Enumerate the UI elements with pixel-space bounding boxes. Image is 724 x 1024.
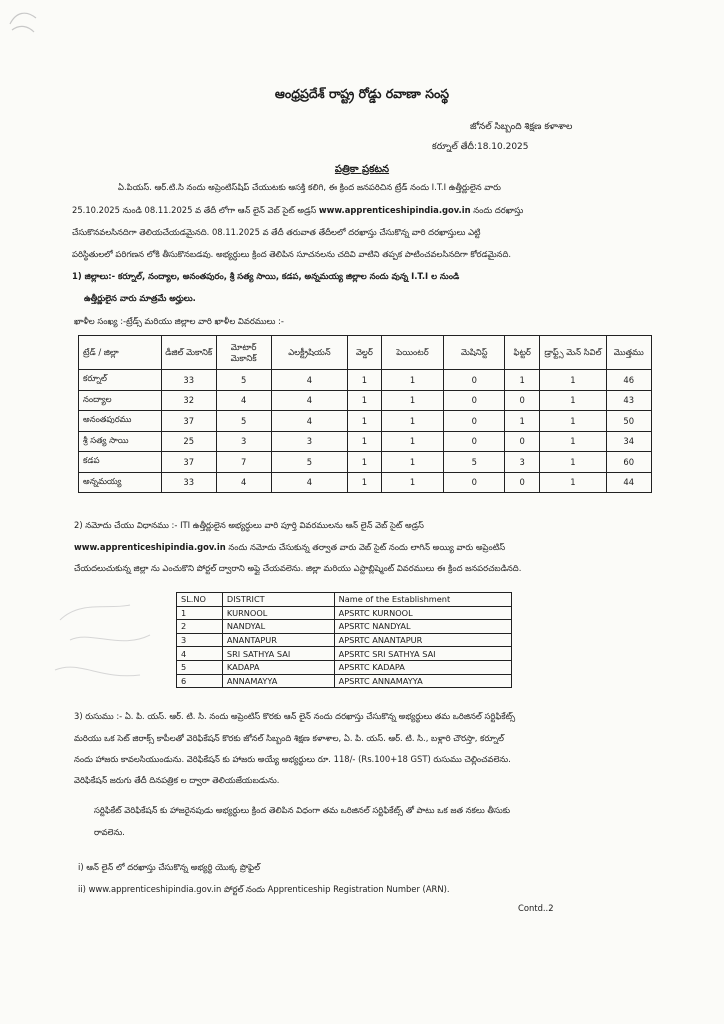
point2-line-2: www.apprenticeshipindia.gov.in నందు నమోదు చేసుకున్న తర్వాత వారు వెబ్ సైట్ నందు లాగిన్ అయ్యి వారు అప్రెంటిస్‌ (74, 542, 506, 552)
value-cell: 5 (216, 370, 271, 391)
value-cell: 1 (381, 452, 444, 473)
district-cell: అనంతపురము (79, 411, 162, 432)
table-row (79, 411, 652, 432)
apprenticeship-url: www.apprenticeshipindia.gov.in (74, 542, 226, 552)
value-cell: 1 (381, 411, 444, 432)
value-cell: 37 (161, 411, 216, 432)
notice-title: పత్రికా ప్రకటన (334, 164, 390, 175)
header-motor-mechanic: మోటార్ మెకానిక్ (216, 336, 271, 370)
establishment-cell: APSRTC KADAPA (334, 660, 511, 674)
value-cell: 0 (505, 431, 540, 452)
cert-note-line-1: సర్టిఫికేట్ వెరిఫికేషన్ కు హాజరైనపుడు అభ్యర్ధులు క్రింద తెలిపిన విధంగా తమ ఒరిజినల్ సర్టిఫికేట్స్ తో పాటు ఒక జత నకలు తీసుకు (94, 805, 510, 815)
table-row (79, 370, 652, 391)
district-cell: ANNAMAYYA (222, 674, 334, 688)
slno-cell: 4 (177, 647, 223, 661)
value-cell: 1 (540, 370, 606, 391)
slno-cell: 1 (177, 606, 223, 620)
value-cell: 1 (381, 370, 444, 391)
value-cell: 4 (216, 472, 271, 493)
value-cell: 1 (540, 390, 606, 411)
table-row (79, 390, 652, 411)
value-cell: 32 (161, 390, 216, 411)
establishment-cell: APSRTC KURNOOL (334, 606, 511, 620)
corner-stamp-mark (6, 6, 40, 36)
value-cell: 1 (540, 431, 606, 452)
office-name: జోనల్ సిబ్బంది శిక్షణ కళాశాల (470, 122, 573, 132)
header-electrician: ఎలక్ట్రీషియన్ (271, 336, 348, 370)
district-cell: కడప (79, 452, 162, 473)
value-cell: 0 (505, 472, 540, 493)
value-cell: 5 (216, 411, 271, 432)
value-cell: 0 (444, 390, 505, 411)
value-cell: 33 (161, 370, 216, 391)
establishment-cell: APSRTC SRI SATHYA SAI (334, 647, 511, 661)
value-cell: 4 (271, 472, 348, 493)
table-row (79, 472, 652, 493)
establishment-cell: APSRTC NANDYAL (334, 620, 511, 634)
intro-line-1: ఏ.పియస్. ఆర్.టి.సి నందు అప్రెంటిస్‌షిప్ చేయుటకు ఆసక్తి కలిగి, ఈ క్రింద జనపరిచిన ట్రేడ్ నందు I.T.I ఉత్తీర్ణులైన వారు (118, 182, 501, 192)
table-header-row (177, 593, 512, 607)
header-trade-district: ట్రేడ్ / జిల్లా (79, 336, 162, 370)
value-cell: 1 (348, 411, 381, 432)
vacancy-caption: ఖాళీల సంఖ్య :-ట్రేడ్స్ మరియు జిల్లాల వారి ఖాళీల వివరములు :- (74, 316, 284, 326)
point3-line-2: మరియు ఒక సెట్ జిరాక్స్ కాపీలతో వెరిఫికేషన్ కొరకు జోనల్ సిబ్బంది శిక్షణ కళాశాల, ఏ. పి. యస్. ఆర్. టి. సి., బళ్లారి చౌరస్తా, కర్నూల్ (74, 733, 504, 743)
total-cell: 60 (606, 452, 651, 473)
value-cell: 1 (540, 472, 606, 493)
list-item: i) ఆన్ లైన్ లో దరఖాస్తు చేసుకొన్న అభ్యర్థి యొక్క ప్రొఫైల్ (78, 862, 261, 872)
cert-note-line-2: రావలెను. (94, 827, 125, 837)
value-cell: 0 (444, 370, 505, 391)
point3-line-1: 3) రుసుము :- ఏ. పి. యస్. ఆర్. టి. సి. నందు అప్రెంటిస్ కొరకు ఆన్ లైన్ నందు దరఖాస్తు చేసుకొన్న అభ్యర్థులు తమ ఒరిజినల్ సర్టిఫికేట్స్ (74, 711, 516, 721)
slno-cell: 2 (177, 620, 223, 634)
value-cell: 1 (381, 431, 444, 452)
header-total: మొత్తము (606, 336, 651, 370)
continued-marker: Contd..2 (518, 903, 554, 913)
header-establishment: Name of the Establishment (334, 593, 511, 607)
faint-stamp-mark (40, 580, 170, 710)
header-machinist: మెషినిస్ట్ (444, 336, 505, 370)
district-cell: SRI SATHYA SAI (222, 647, 334, 661)
total-cell: 44 (606, 472, 651, 493)
value-cell: 37 (161, 452, 216, 473)
point2-line-1: 2) నమోదు చేయు విధానము :- ITI ఉత్తీర్ణులైన అభ్యర్ధులు వారి పూర్తి వివరములను ఆన్ లైన్ వెబ్ సైట్ అడ్రస్ (74, 520, 424, 530)
establishment-cell: APSRTC ANNAMAYYA (334, 674, 511, 688)
value-cell: 1 (348, 452, 381, 473)
value-cell: 1 (348, 370, 381, 391)
value-cell: 1 (348, 431, 381, 452)
value-cell: 5 (271, 452, 348, 473)
value-cell: 0 (444, 411, 505, 432)
header-draftsman-civil: డ్రాఫ్ట్స్ మెన్ సివిల్ (540, 336, 606, 370)
table-row (177, 674, 512, 688)
table-row (177, 606, 512, 620)
total-cell: 50 (606, 411, 651, 432)
district-cell: KADAPA (222, 660, 334, 674)
trades-vacancy-table (78, 335, 652, 493)
slno-cell: 6 (177, 674, 223, 688)
table-row (79, 452, 652, 473)
header-welder: వెల్డర్ (348, 336, 381, 370)
value-cell: 1 (540, 452, 606, 473)
slno-cell: 5 (177, 660, 223, 674)
value-cell: 5 (444, 452, 505, 473)
value-cell: 4 (271, 390, 348, 411)
value-cell: 1 (348, 472, 381, 493)
table-header-row (79, 336, 652, 370)
intro-line-4: పరిస్థితులలో పరిగణన లోకి తీసుకొనబడవు. అభ్యర్ధులు క్రింద తెలిపిన సూచనలను చదివి వాటిని తప్పక పాటించవలసినదిగా కోరడమైనది. (72, 249, 512, 259)
value-cell: 7 (216, 452, 271, 473)
header-district: DISTRICT (222, 593, 334, 607)
table-row (177, 660, 512, 674)
header-diesel-mechanic: డీజిల్ మెకానిక్ (161, 336, 216, 370)
intro-line-2: 25.10.2025 నుండి 08.11.2025 వ తేదీ లోగా ఆన్ లైన్ వెబ్ సైట్ అడ్రస్ www.apprenticeshipindia.gov.in నందు దరఖాస్తు (72, 205, 524, 215)
total-cell: 34 (606, 431, 651, 452)
value-cell: 3 (271, 431, 348, 452)
district-cell: NANDYAL (222, 620, 334, 634)
value-cell: 4 (271, 411, 348, 432)
date-line: కర్నూల్ తేదీ:18.10.2025 (432, 142, 529, 152)
apprenticeship-url: www.apprenticeshipindia.gov.in (318, 205, 471, 215)
district-cell: KURNOOL (222, 606, 334, 620)
district-cell: శ్రీ సత్య సాయి (79, 431, 162, 452)
intro-line-3: చేసుకొనవలసినదిగా తెలియచేయడమైనది. 08.11.2025 వ తేదీ తరువాత తేదీలలో దరఖాస్తు చేసుకొన్న వారి దరఖాస్తులు ఎట్టి (72, 227, 481, 237)
table-row (79, 431, 652, 452)
value-cell: 3 (505, 452, 540, 473)
value-cell: 0 (444, 472, 505, 493)
district-cell: కర్నూల్ (79, 370, 162, 391)
value-cell: 3 (216, 431, 271, 452)
point3-line-3: నందు హాజరు కావలసియుండును. వెరిఫికేషన్ కు హాజరు అయ్యే అభ్యర్థులు రూ. 118/- (Rs.100+18 GST) రుసుము చెల్లించవలెను. (74, 754, 511, 764)
point3-line-4: వెరిఫికేషన్ జరుగు తేదీ దినపత్రిక ల ద్వారా తెలియజేయబడును. (74, 775, 280, 785)
value-cell: 33 (161, 472, 216, 493)
district-cell: నంద్యాల (79, 390, 162, 411)
table-row (177, 620, 512, 634)
point1-line-1: 1) జిల్లాలు:- కర్నూల్, నంద్యాల, అనంతపురం, శ్రీ సత్య సాయి, కడప, అన్నమయ్య జిల్లాల నందు వున్న I.T.I ల నుండి (72, 271, 460, 281)
point1-line-2: ఉత్తీర్ణులైన వారు మాత్రమే అర్హులు. (84, 293, 196, 303)
slno-cell: 3 (177, 633, 223, 647)
total-cell: 46 (606, 370, 651, 391)
establishment-cell: APSRTC ANANTAPUR (334, 633, 511, 647)
value-cell: 1 (540, 411, 606, 432)
document-title: ఆంధ్రప్రదేశ్ రాష్ట్ర రోడ్డు రవాణా సంస్థ (274, 86, 450, 101)
point2-line-3: చేయదలుచుకున్న జిల్లా ను ఎంచుకొని పోర్టల్ ద్వారాని అప్లై చేయవలెను. జిల్లా మరియు ఎస్టాబ్లిష్మెంట్ వివరములు ఈ క్రింద జనపరచబడినది. (74, 563, 522, 573)
table-row (177, 633, 512, 647)
value-cell: 1 (381, 472, 444, 493)
value-cell: 1 (348, 390, 381, 411)
district-cell: అన్నమయ్య (79, 472, 162, 493)
value-cell: 1 (505, 370, 540, 391)
value-cell: 25 (161, 431, 216, 452)
establishment-table (176, 592, 512, 688)
value-cell: 4 (216, 390, 271, 411)
header-slno: SL.NO (177, 593, 223, 607)
header-fitter: ఫిట్టర్ (505, 336, 540, 370)
table-row (177, 647, 512, 661)
total-cell: 43 (606, 390, 651, 411)
value-cell: 0 (505, 390, 540, 411)
value-cell: 1 (505, 411, 540, 432)
value-cell: 0 (444, 431, 505, 452)
value-cell: 4 (271, 370, 348, 391)
list-item: ii) www.apprenticeshipindia.gov.in పోర్టల్ నందు Apprenticeship Registration Number (ARN). (78, 884, 450, 894)
value-cell: 1 (381, 390, 444, 411)
header-painter: పెయింటర్ (381, 336, 444, 370)
district-cell: ANANTAPUR (222, 633, 334, 647)
